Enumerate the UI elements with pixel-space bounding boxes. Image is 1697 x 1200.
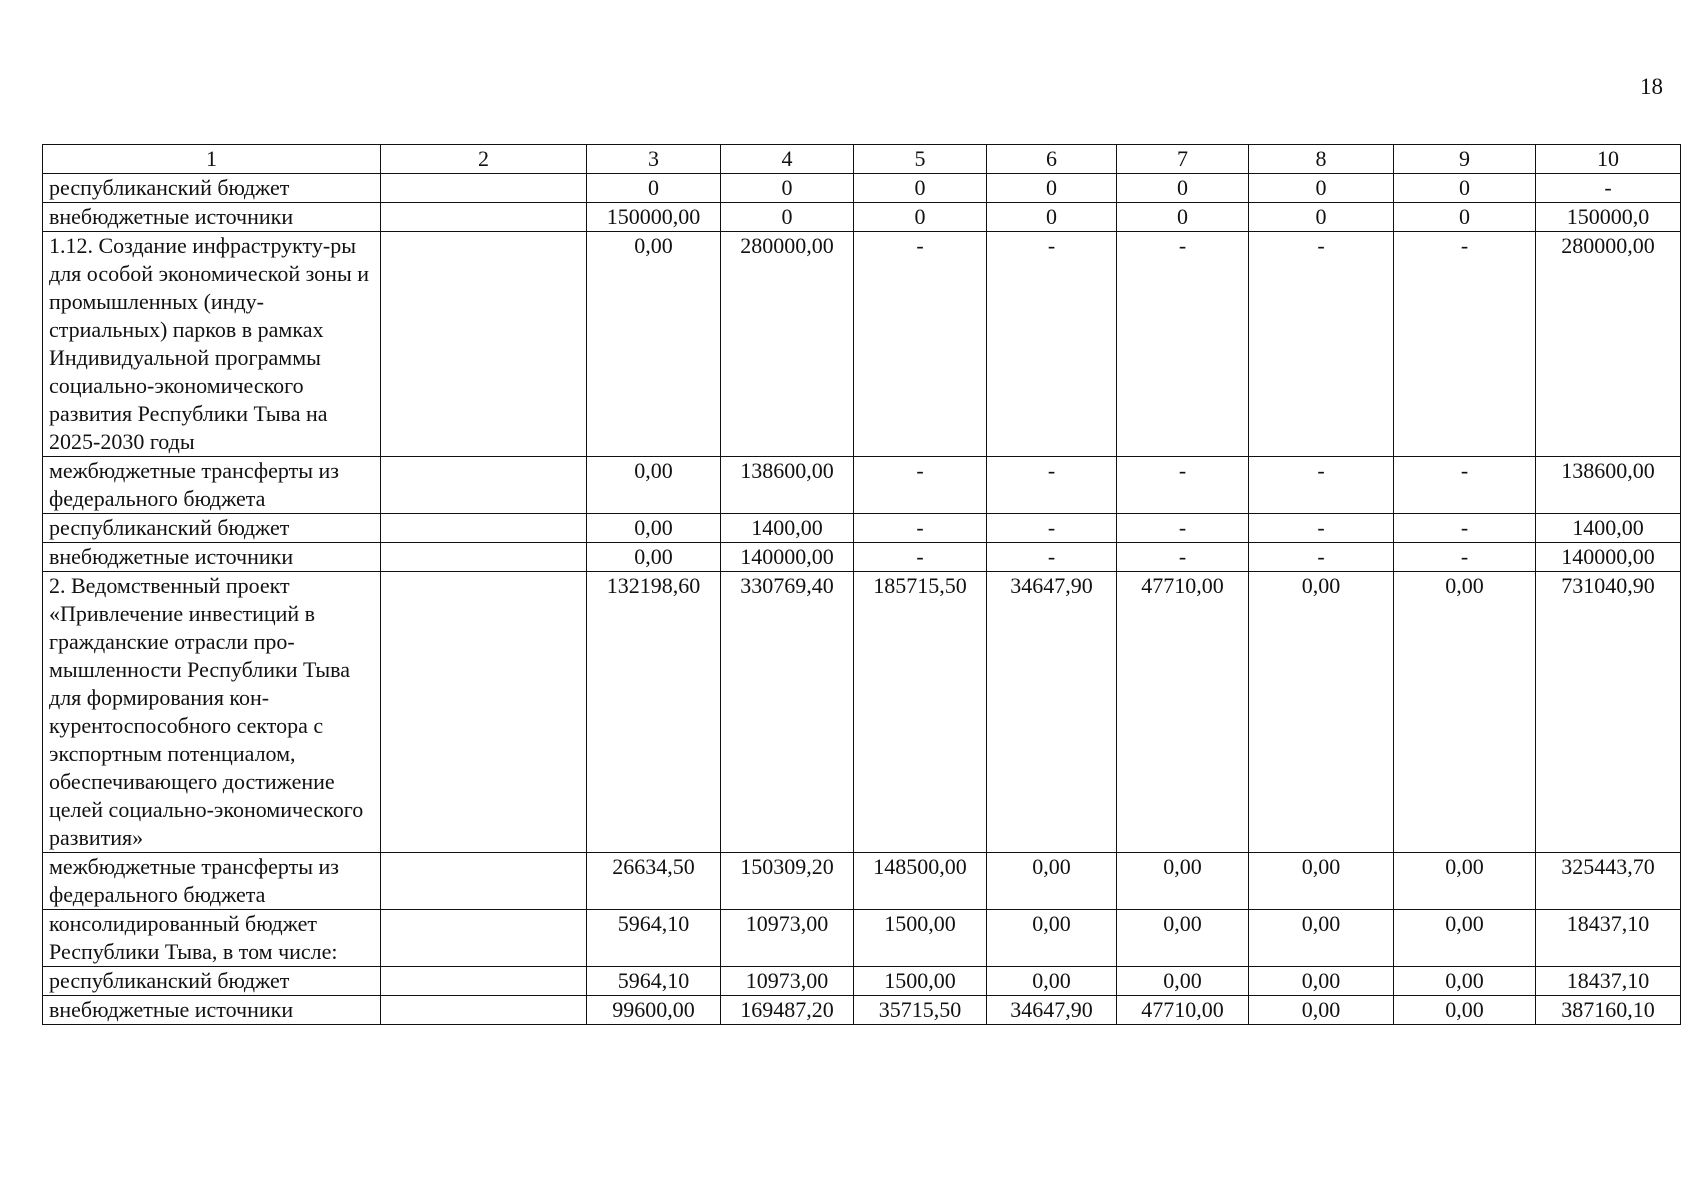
value-cell: 10973,00	[721, 967, 854, 996]
row-col2-cell	[381, 996, 587, 1025]
row-name-cell: 2. Ведомственный проект «Привлечение инвестиций в гражданские отрасли про-мышленности Республики Тыва для формирования кон-курентоспособного сектора с экспортным потенциалом, обеспечивающего достижение целей социально-экономического развития»	[43, 572, 381, 853]
page-number: 18	[1640, 74, 1663, 99]
value-cell: 0	[721, 174, 854, 203]
table-body	[43, 145, 1681, 1025]
value-cell: -	[1536, 174, 1681, 203]
value-cell: -	[1249, 232, 1394, 457]
value-cell: -	[1249, 457, 1394, 514]
table-row	[43, 543, 1681, 572]
value-cell: -	[1249, 514, 1394, 543]
row-col2-cell	[381, 232, 587, 457]
row-col2-cell	[381, 853, 587, 910]
value-cell: -	[1117, 457, 1249, 514]
row-col2-cell	[381, 967, 587, 996]
value-cell: 731040,90	[1536, 572, 1681, 853]
row-name-cell: внебюджетные источники	[43, 996, 381, 1025]
value-cell: 0,00	[1394, 967, 1536, 996]
value-cell: -	[987, 514, 1117, 543]
value-cell: 140000,00	[1536, 543, 1681, 572]
row-name-cell: республиканский бюджет	[43, 514, 381, 543]
value-cell: 0	[987, 203, 1117, 232]
value-cell: 47710,00	[1117, 996, 1249, 1025]
value-cell: 0	[587, 174, 721, 203]
value-cell: 0	[1249, 203, 1394, 232]
header-cell: 1	[43, 145, 381, 174]
value-cell: 132198,60	[587, 572, 721, 853]
value-cell: 0	[987, 174, 1117, 203]
budget-table	[42, 144, 1681, 1025]
value-cell: 0,00	[587, 232, 721, 457]
row-col2-cell	[381, 203, 587, 232]
table-row	[43, 232, 1681, 457]
value-cell: 140000,00	[721, 543, 854, 572]
value-cell: 325443,70	[1536, 853, 1681, 910]
value-cell: 99600,00	[587, 996, 721, 1025]
table-row	[43, 853, 1681, 910]
row-col2-cell	[381, 910, 587, 967]
table-row	[43, 457, 1681, 514]
value-cell: 1500,00	[854, 910, 987, 967]
table-row	[43, 174, 1681, 203]
value-cell: -	[1117, 514, 1249, 543]
value-cell: 0	[1117, 203, 1249, 232]
value-cell: 148500,00	[854, 853, 987, 910]
value-cell: 150000,0	[1536, 203, 1681, 232]
value-cell: 387160,10	[1536, 996, 1681, 1025]
table-row	[43, 967, 1681, 996]
row-col2-cell	[381, 174, 587, 203]
row-name-cell: республиканский бюджет	[43, 967, 381, 996]
value-cell: 0,00	[987, 853, 1117, 910]
value-cell: 1500,00	[854, 967, 987, 996]
value-cell: 0,00	[1394, 996, 1536, 1025]
value-cell: 0,00	[1117, 967, 1249, 996]
value-cell: 0	[854, 203, 987, 232]
value-cell: -	[987, 457, 1117, 514]
value-cell: -	[1394, 514, 1536, 543]
row-col2-cell	[381, 514, 587, 543]
value-cell: -	[1117, 232, 1249, 457]
row-name-cell: межбюджетные трансферты из федерального бюджета	[43, 853, 381, 910]
row-name-cell: республиканский бюджет	[43, 174, 381, 203]
header-cell: 4	[721, 145, 854, 174]
table-header-row	[43, 145, 1681, 174]
value-cell: 0,00	[1394, 572, 1536, 853]
value-cell: -	[854, 457, 987, 514]
header-cell: 10	[1536, 145, 1681, 174]
row-name-cell: консолидированный бюджет Республики Тыва, в том числе:	[43, 910, 381, 967]
header-cell: 9	[1394, 145, 1536, 174]
value-cell: 0,00	[587, 514, 721, 543]
value-cell: 5964,10	[587, 967, 721, 996]
value-cell: 0,00	[1394, 853, 1536, 910]
value-cell: 330769,40	[721, 572, 854, 853]
value-cell: 0,00	[1117, 853, 1249, 910]
row-col2-cell	[381, 457, 587, 514]
value-cell: 138600,00	[721, 457, 854, 514]
value-cell: -	[987, 543, 1117, 572]
header-cell: 7	[1117, 145, 1249, 174]
value-cell: 47710,00	[1117, 572, 1249, 853]
value-cell: -	[854, 543, 987, 572]
header-cell: 3	[587, 145, 721, 174]
value-cell: -	[1394, 457, 1536, 514]
value-cell: 0,00	[1249, 572, 1394, 853]
table-row	[43, 203, 1681, 232]
table-row	[43, 572, 1681, 853]
value-cell: 1400,00	[1536, 514, 1681, 543]
header-cell: 5	[854, 145, 987, 174]
value-cell: 0	[854, 174, 987, 203]
value-cell: 10973,00	[721, 910, 854, 967]
table-row	[43, 996, 1681, 1025]
value-cell: -	[854, 514, 987, 543]
value-cell: 35715,50	[854, 996, 987, 1025]
value-cell: 0,00	[1249, 853, 1394, 910]
value-cell: -	[1249, 543, 1394, 572]
value-cell: 138600,00	[1536, 457, 1681, 514]
value-cell: 0,00	[1249, 910, 1394, 967]
table-row	[43, 910, 1681, 967]
value-cell: -	[1394, 543, 1536, 572]
value-cell: 0,00	[587, 457, 721, 514]
row-name-cell: межбюджетные трансферты из федерального бюджета	[43, 457, 381, 514]
value-cell: 0,00	[987, 910, 1117, 967]
value-cell: 18437,10	[1536, 910, 1681, 967]
value-cell: 280000,00	[721, 232, 854, 457]
value-cell: 1400,00	[721, 514, 854, 543]
value-cell: 18437,10	[1536, 967, 1681, 996]
value-cell: 150000,00	[587, 203, 721, 232]
value-cell: -	[1394, 232, 1536, 457]
row-col2-cell	[381, 543, 587, 572]
value-cell: 0,00	[587, 543, 721, 572]
value-cell: 0,00	[1249, 967, 1394, 996]
value-cell: 0	[1117, 174, 1249, 203]
value-cell: -	[854, 232, 987, 457]
value-cell: 280000,00	[1536, 232, 1681, 457]
value-cell: 0,00	[1117, 910, 1249, 967]
value-cell: 169487,20	[721, 996, 854, 1025]
row-col2-cell	[381, 572, 587, 853]
value-cell: 34647,90	[987, 996, 1117, 1025]
row-name-cell: внебюджетные источники	[43, 203, 381, 232]
row-name-cell: 1.12. Создание инфраструкту-ры для особой экономической зоны и промышленных (инду-стриальных) парков в рамках Индивидуальной программы социально-экономического развития Республики Тыва на 2025-2030 годы	[43, 232, 381, 457]
value-cell: -	[987, 232, 1117, 457]
value-cell: 0	[1394, 203, 1536, 232]
header-cell: 2	[381, 145, 587, 174]
row-name-cell: внебюджетные источники	[43, 543, 381, 572]
value-cell: 0,00	[1249, 996, 1394, 1025]
header-cell: 8	[1249, 145, 1394, 174]
header-cell: 6	[987, 145, 1117, 174]
value-cell: 0,00	[1394, 910, 1536, 967]
value-cell: 0	[721, 203, 854, 232]
value-cell: 0	[1394, 174, 1536, 203]
value-cell: 185715,50	[854, 572, 987, 853]
value-cell: 5964,10	[587, 910, 721, 967]
value-cell: -	[1117, 543, 1249, 572]
value-cell: 26634,50	[587, 853, 721, 910]
value-cell: 0	[1249, 174, 1394, 203]
value-cell: 34647,90	[987, 572, 1117, 853]
value-cell: 150309,20	[721, 853, 854, 910]
value-cell: 0,00	[987, 967, 1117, 996]
table-row	[43, 514, 1681, 543]
